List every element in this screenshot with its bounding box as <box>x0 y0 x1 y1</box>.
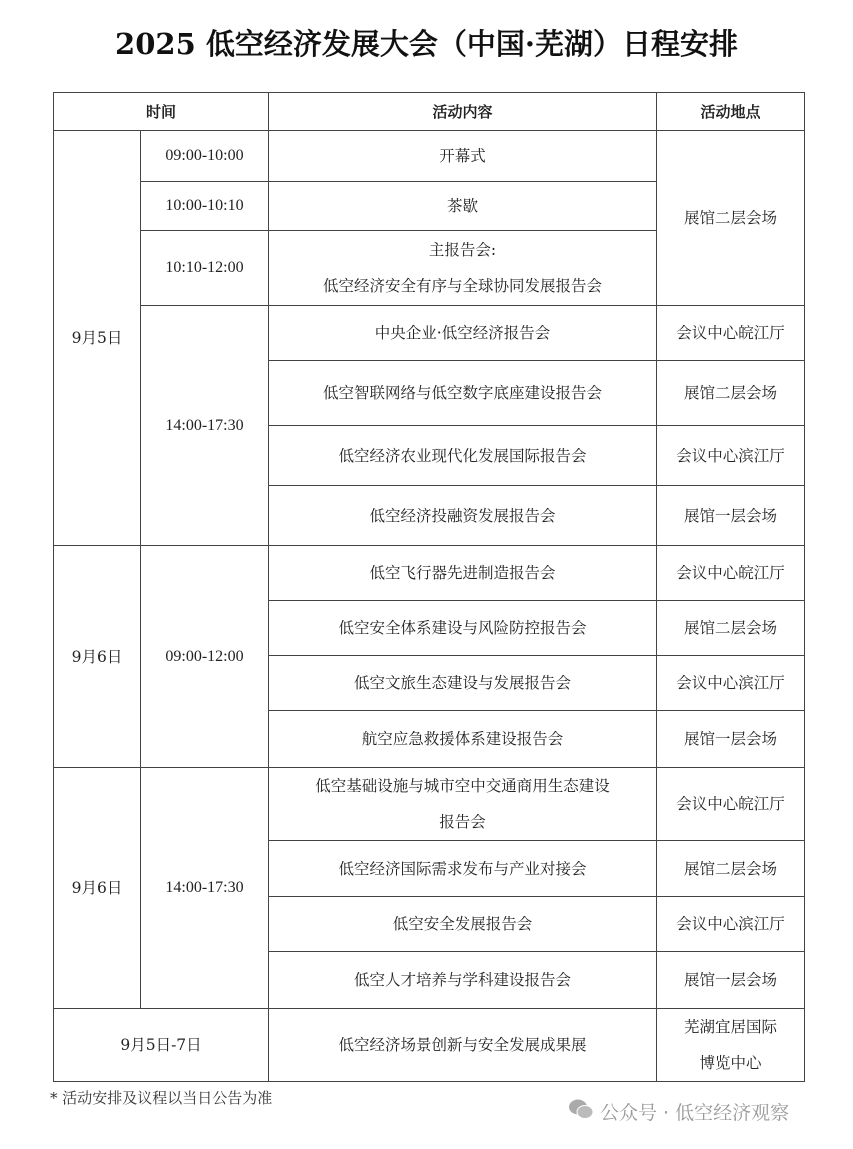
location-cell: 会议中心皖江厅 <box>657 306 805 361</box>
location-cell: 展馆一层会场 <box>657 952 805 1009</box>
time-cell: 09:00-12:00 <box>141 546 269 768</box>
header-row <box>54 93 805 131</box>
location-cell: 会议中心滨江厅 <box>657 897 805 952</box>
location-cell: 展馆二层会场 <box>657 601 805 656</box>
watermark <box>568 1098 789 1125</box>
location-cell: 展馆二层会场 <box>657 131 805 306</box>
date-cell: 9月5日-7日 <box>54 1009 269 1082</box>
location-line: 芜湖宜居国际 <box>684 1018 778 1036</box>
time-cell: 14:00-17:30 <box>141 768 269 1009</box>
location-cell: 会议中心皖江厅 <box>657 768 805 841</box>
content-cell: 低空经济农业现代化发展国际报告会 <box>269 426 657 486</box>
content-cell: 开幕式 <box>269 131 657 182</box>
schedule-table <box>53 92 805 1082</box>
content-cell <box>269 231 657 306</box>
header-time: 时间 <box>54 93 269 131</box>
content-cell: 中央企业·低空经济报告会 <box>269 306 657 361</box>
content-cell: 低空经济投融资发展报告会 <box>269 486 657 546</box>
table-row <box>54 768 805 841</box>
content-cell <box>269 768 657 841</box>
content-cell: 低空安全发展报告会 <box>269 897 657 952</box>
location-cell: 展馆二层会场 <box>657 361 805 426</box>
content-cell: 低空经济国际需求发布与产业对接会 <box>269 841 657 897</box>
time-cell: 09:00-10:00 <box>141 131 269 182</box>
content-cell: 低空智联网络与低空数字底座建设报告会 <box>269 361 657 426</box>
location-cell: 展馆二层会场 <box>657 841 805 897</box>
footnote: * 活动安排及议程以当日公告为准 <box>50 1089 273 1107</box>
date-cell: 9月6日 <box>54 546 141 768</box>
location-line: 博览中心 <box>699 1054 762 1072</box>
time-cell: 14:00-17:30 <box>141 306 269 546</box>
page-title: 2025 低空经济发展大会（中国·芜湖）日程安排 <box>115 27 738 61</box>
wechat-icon <box>568 1098 594 1125</box>
content-cell: 航空应急救援体系建设报告会 <box>269 711 657 768</box>
header-content: 活动内容 <box>269 93 657 131</box>
content-line: 主报告会: <box>428 241 497 259</box>
location-cell: 展馆一层会场 <box>657 711 805 768</box>
location-cell: 会议中心滨江厅 <box>657 656 805 711</box>
content-line: 报告会 <box>439 813 486 831</box>
table-row <box>54 131 805 182</box>
location-cell: 会议中心皖江厅 <box>657 546 805 601</box>
location-cell: 展馆一层会场 <box>657 486 805 546</box>
time-cell: 10:00-10:10 <box>141 182 269 231</box>
content-cell: 低空人才培养与学科建设报告会 <box>269 952 657 1009</box>
date-cell: 9月5日 <box>54 131 141 546</box>
time-cell: 10:10-12:00 <box>141 231 269 306</box>
content-line: 低空经济安全有序与全球协同发展报告会 <box>323 277 603 295</box>
table-row <box>54 1009 805 1082</box>
location-cell <box>657 1009 805 1082</box>
content-cell: 低空飞行器先进制造报告会 <box>269 546 657 601</box>
header-location: 活动地点 <box>657 93 805 131</box>
content-cell: 茶歇 <box>269 182 657 231</box>
date-cell: 9月6日 <box>54 768 141 1009</box>
watermark-text: 公众号 · 低空经济观察 <box>600 1102 790 1124</box>
table-row <box>54 546 805 601</box>
content-cell: 低空文旅生态建设与发展报告会 <box>269 656 657 711</box>
content-cell: 低空经济场景创新与安全发展成果展 <box>269 1009 657 1082</box>
content-line: 低空基础设施与城市空中交通商用生态建设 <box>315 777 610 795</box>
location-cell: 会议中心滨江厅 <box>657 426 805 486</box>
content-cell: 低空安全体系建设与风险防控报告会 <box>269 601 657 656</box>
table-row <box>54 306 805 361</box>
